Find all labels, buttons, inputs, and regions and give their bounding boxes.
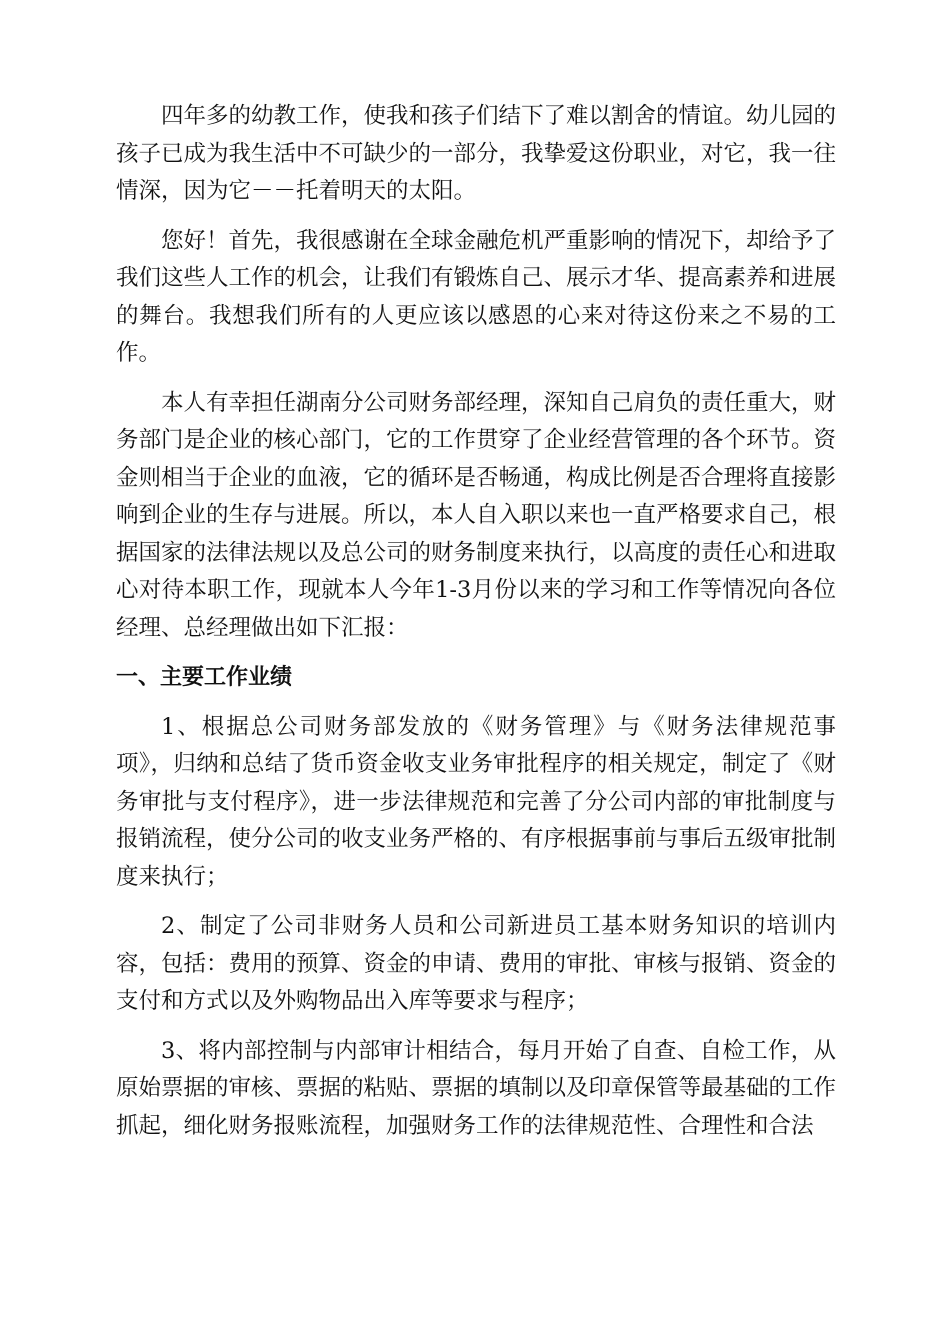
intro-paragraph: 四年多的幼教工作，使我和孩子们结下了难以割舍的情谊。幼儿园的孩子已成为我生活中不可缺少的一部分，我挚爱这份职业，对它，我一往情深，因为它－－托着明天的太阳。 xyxy=(116,103,837,204)
document-body xyxy=(116,98,836,1157)
work-item-3: 3、将内部控制与内部审计相结合，每月开始了自查、自检工作，从原始票据的审核、票据的粘贴、票据的填制以及印章保管等最基础的工作抓起，细化财务报账流程，加强财务工作的法律规范性、合理性和合法 xyxy=(116,1037,837,1139)
report-paragraph: 本人有幸担任湖南分公司财务部经理，深知自己肩负的责任重大，财务部门是企业的核心部门，它的工作贯穿了企业经营管理的各个环节。资金则相当于企业的血液，它的循环是否畅通，构成比例是否合理将直接影响到企业的生存与进展。所以，本人自入职以来也一直严格要求自己，根据国家的法律法规以及总公司的财务制度来执行，以高度的责任心和进取心对待本职工作，现就本人今年1-3月份以来的学习和工作等情况向各位经理、总经理做出如下汇报： xyxy=(116,389,837,641)
work-item-2: 2、制定了公司非财务人员和公司新进员工基本财务知识的培训内容，包括：费用的预算、资金的申请、费用的审批、审核与报销、资金的支付和方式以及外购物品出入库等要求与程序； xyxy=(116,913,837,1014)
work-item-1: 1、根据总公司财务部发放的《财务管理》与《财务法律规范事项》，归纳和总结了货币资金收支业务审批程序的相关规定，制定了《财务审批与支付程序》，进一步法律规范和完善了分公司内部的审批制度与报销流程，使分公司的收支业务严格的、有序根据事前与事后五级审批制度来执行； xyxy=(116,713,837,890)
greeting-paragraph: 您好！首先，我很感谢在全球金融危机严重影响的情况下，却给予了我们这些人工作的机会，让我们有锻炼自己、展示才华、提高素养和进展的舞台。我想我们所有的人更应该以感恩的心来对待这份来之不易的工作。 xyxy=(116,227,837,366)
section-heading: 一、主要工作业绩 xyxy=(116,665,293,690)
